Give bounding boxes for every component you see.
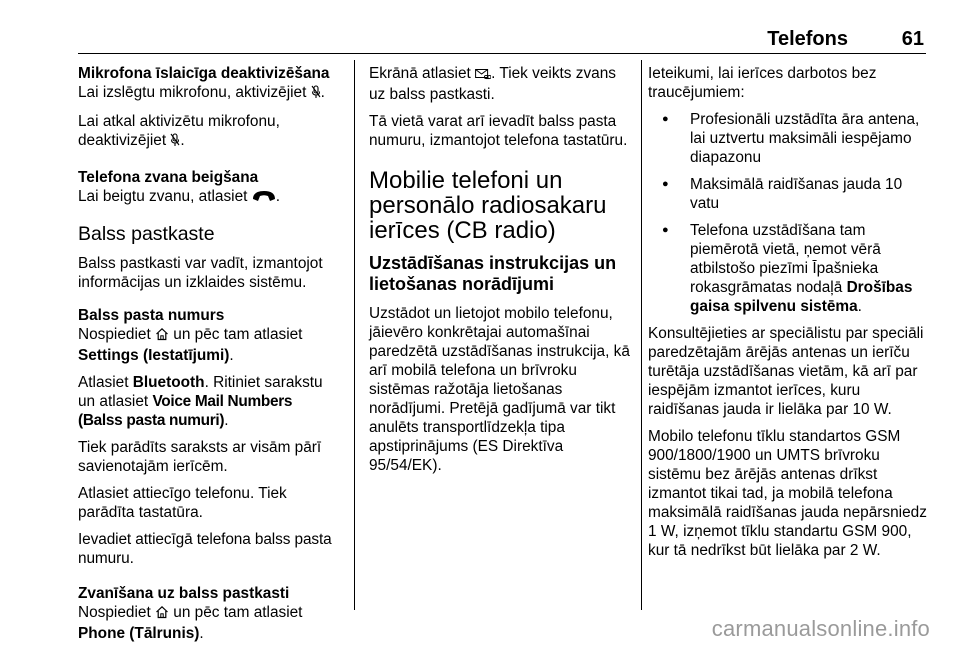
end-call-paragraph: Lai beigtu zvanu, atlasiet . <box>78 187 340 208</box>
home-icon <box>155 605 169 624</box>
col3-paragraph-3: Mobilo telefonu tīklu standartos GSM 900/1800/1900 un UMTS brīvroku sistēmu bez ārējās antenas drīkst izmantot tikai tad, ja mobilā telefona maksimālā raidīšanas jauda nepārsniedz 1 W, izņemot tīklu standartu GSM 900, kur tā nedrīkst būt lielāka par 2 W. <box>648 428 927 559</box>
voicemail-number-p1: Nospiediet un pēc tam atlasiet Settings (Iestatījumi). <box>78 326 303 364</box>
voicemail-intro: Balss pastkasti var vadīt, izmantojot informācijas un izklaides sistēmu. <box>78 255 323 291</box>
col2-paragraph-3: Uzstādot un lietojot mobilo telefonu, jāievēro konkrētajai automašīnai paredzētā uzstādīšanas instrukcija, kā arī mobilā telefona un brīvroku sistēmas ražotāja lietošanas norādījumi. Pretējā gadījumā var tikt anulēts transportlīdzekļa tipa apstiprinājums (ES Direktīva 95/54/EK). <box>369 305 630 474</box>
mute-heading: Mikrofona īslaicīga deaktivizēšana <box>78 65 330 82</box>
list-item: ● Telefona uzstādīšana tam piemērotā vietā, ņemot vērā atbilstošo piezīmi Īpašnieka rokasgrāmatas nodaļā Drošības gaisa spilvenu sistēma. <box>648 221 930 316</box>
col3-paragraph-2: Konsultējieties ar speciālistu par speciāli paredzētajām ārējās antenas un ierīču turētāja uzstādīšanas vietām, kā arī par iespējām izmantot ierīces, kuru raidīšanas jauda ir lielāka par 10 W. <box>648 325 924 418</box>
list-item: ● Maksimālā raidīšanas jauda 10 vatu <box>648 175 930 213</box>
voicemail-number-heading: Balss pasta numurs <box>78 307 225 324</box>
mobile-phones-heading: Mobilie telefoni un personālo radiosakaru ierīces (CB radio) <box>369 167 607 244</box>
voicemail-number-p5: Ievadiet attiecīgā telefona balss pasta numuru. <box>78 531 332 567</box>
column-1 <box>78 64 340 651</box>
col2-paragraph-1: Ekrānā atlasiet . Tiek veikts zvans uz balss pastkasti. <box>369 65 616 103</box>
col2-paragraph-2: Tā vietā varat arī ievadīt balss pasta numuru, izmantojot telefona tastatūru. <box>369 113 628 149</box>
column-3 <box>648 64 930 568</box>
mute-paragraph-2: Lai atkal aktivizētu mikrofonu, deaktivizējiet . <box>78 112 340 152</box>
voicemail-heading: Balss pastkaste <box>78 223 215 245</box>
hang-up-icon <box>252 189 276 208</box>
voicemail-number-p3: Tiek parādīts saraksts ar visām pārī savienotajām ierīcēm. <box>78 439 322 475</box>
page-number: 61 <box>901 28 924 50</box>
header-rule <box>78 53 926 54</box>
voicemail-number-p2: Atlasiet Bluetooth. Ritiniet sarakstu un atlasiet Voice Mail Numbers (Balss pasta numuri). <box>78 374 323 429</box>
mute-paragraph-1: Lai izslēgtu mikrofonu, aktivizējiet . <box>78 83 340 104</box>
voicemail-number-p4: Atlasiet attiecīgo telefonu. Tiek parādīta tastatūra. <box>78 485 287 521</box>
home-icon <box>155 327 169 346</box>
recommendation-list <box>648 110 930 316</box>
list-item: ● Profesionāli uzstādīta āra antena, lai uztvertu maksimāli iespējamo diapazonu <box>648 110 930 167</box>
end-call-heading: Telefona zvana beigšana <box>78 169 259 186</box>
section-title: Telefons <box>767 28 848 50</box>
call-voicemail-paragraph: Nospiediet un pēc tam atlasiet Phone (Tālrunis). <box>78 604 303 642</box>
col3-intro: Ieteikumi, lai ierīces darbotos bez traucējumiem: <box>648 65 877 101</box>
voicemail-icon <box>475 66 491 85</box>
watermark: carmanualsonline.info <box>711 616 930 641</box>
call-voicemail-heading: Zvanīšana uz balss pastkasti <box>78 585 290 602</box>
microphone-mute-icon <box>170 133 180 152</box>
installation-heading: Uzstādīšanas instrukcijas un lietošanas norādījumi <box>369 253 617 294</box>
column-2 <box>369 64 633 483</box>
microphone-mute-icon <box>311 85 321 104</box>
column-divider-2 <box>641 60 642 610</box>
column-divider-1 <box>354 60 355 610</box>
